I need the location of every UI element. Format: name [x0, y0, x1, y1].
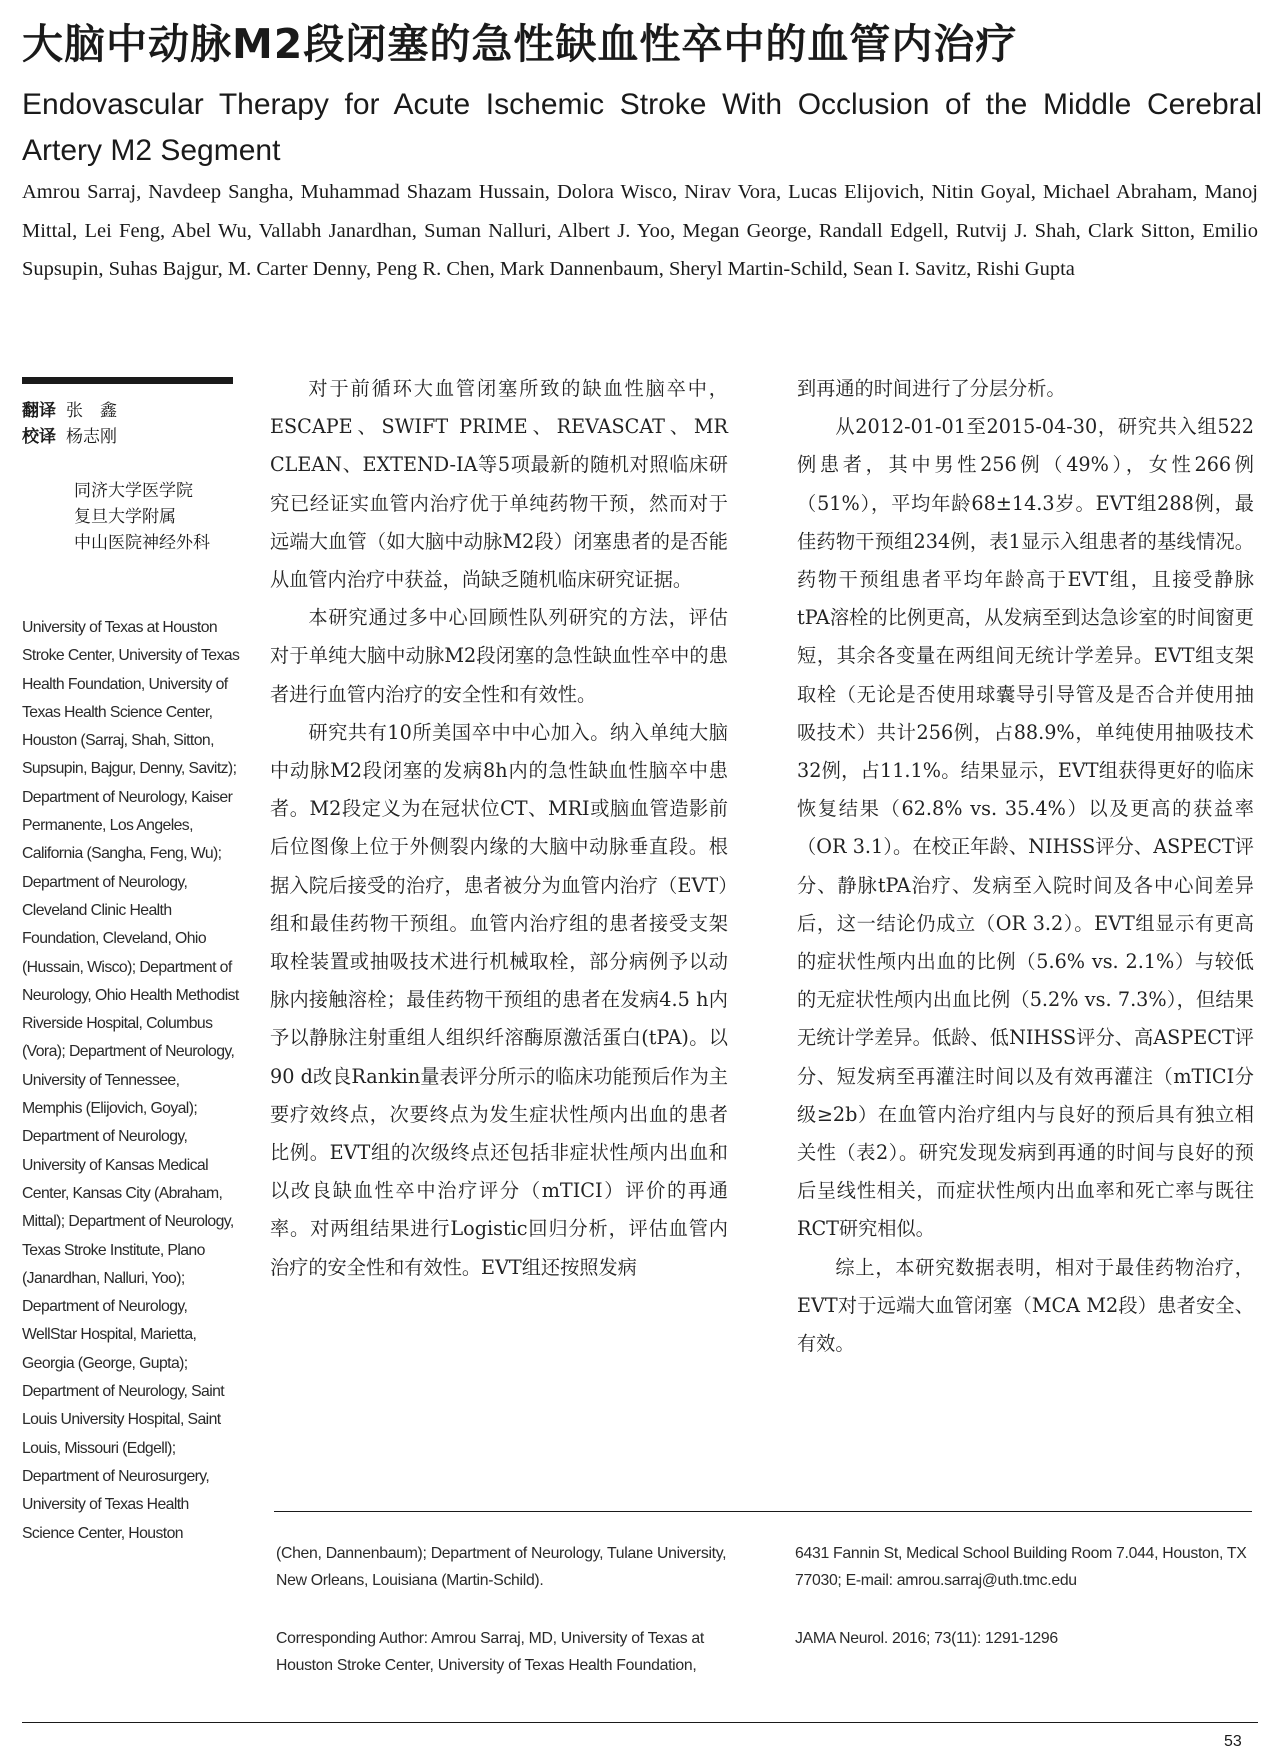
body-paragraph-continued: 到再通的时间进行了分层分析。 [797, 377, 1066, 400]
sidebar-rule [22, 377, 233, 384]
reviewer-row [22, 424, 117, 450]
institution-line: 中山医院神经外科 [74, 533, 210, 553]
institution-line: 同济大学医学院 [74, 481, 193, 501]
translator-name: 张 鑫 [66, 401, 117, 421]
corresponding-author: Corresponding Author: Amrou Sarraj, MD, University of Texas at Houston Stroke Center, University of Texas Health Foundation, [276, 1630, 705, 1674]
page-number: 53 [1224, 1733, 1242, 1750]
journal-citation: JAMA Neurol. 2016; 73(11): 1291-1296 [795, 1630, 1058, 1647]
article-title-en: Endovascular Therapy for Acute Ischemic Stroke With Occlusion of the Middle Cerebral Artery M2 Segment [22, 88, 1262, 167]
author-affiliations: University of Texas at Houston Stroke Center, University of Texas Health Foundation, University of Texas Health Science Center, Houston (Sarraj, Shah, Sitton, Supsupin, Bajgur, Denny, Savitz); Department of Neurology, Kaiser Permanente, Los Angeles, California (Sangha, Feng, Wu); Department of Neurology, Cleveland Clinic Health Foundation, Cleveland, Ohio (Hussain, Wisco); Department of Neurology, Ohio Health Methodist Riverside Hospital, Columbus (Vora); Department of Neurology, University of Tennessee, Memphis (Elijovich, Goyal); Department of Neurology, University of Kansas Medical Center, Kansas City (Abraham, Mittal); Department of Neurology, Texas Stroke Institute, Plano (Janardhan, Nalluri, Yoo); Department of Neurology, WellStar Hospital, Marietta, Georgia (George, Gupta); Department of Neurology, Saint Louis University Hospital, Saint Louis, Missouri (Edgell); Department of Neurosurgery, University of Texas Health Science Center, Houston [22, 619, 240, 1542]
body-paragraph: 从2012-01-01至2015-04-30，研究共入组522例患者，其中男性256例（49%），女性266例（51%），平均年龄68±14.3岁。EVT组288例，最佳药物干预组234例，表1显示入组患者的基线情况。药物干预组患者平均年龄高于EVT组，且接受静脉tPA溶栓的比例更高，从发病至到达急诊室的时间窗更短，其余各变量在两组间无统计学差异。EVT组支架取栓（无论是否使用球囊导引导管及是否合并使用抽吸技术）共计256例，占88.9%，单纯使用抽吸技术32例，占11.1%。结果显示，EVT组获得更好的临床恢复结果（62.8% vs. 35.4%）以及更高的获益率（OR 3.1）。在校正年龄、NIHSS评分、ASPECT评分、静脉tPA治疗、发病至入院时间及各中心间差异后，这一结论仍成立（OR 3.2）。EVT组显示有更高的症状性颅内出血的比例（5.6% vs. 2.1%）与较低的无症状性颅内出血比例（5.2% vs. 7.3%），但结果无统计学差异。低龄、低NIHSS评分、高ASPECT评分、短发病至再灌注时间以及有效再灌注（mTICI分级≥2b）在血管内治疗组内与良好的预后具有独立相关性（表2）。研究发现发病到再通的时间与良好的预后呈线性相关，而症状性颅内出血率和死亡率与既往RCT研究相似。 [797, 415, 1254, 1241]
body-paragraph: 本研究通过多中心回顾性队列研究的方法，评估对于单纯大脑中动脉M2段闭塞的急性缺血性卒中的患者进行血管内治疗的安全性和有效性。 [270, 606, 728, 706]
body-paragraph: 综上，本研究数据表明，相对于最佳药物治疗，EVT对于远端大血管闭塞（MCA M2段）患者安全、有效。 [797, 1255, 1254, 1356]
author-address: 6431 Fannin St, Medical School Building Room 7.044, Houston, TX 77030; E-mail: amrou.sarraj@uth.tmc.edu [795, 1545, 1247, 1589]
body-paragraph: 对于前循环大血管闭塞所致的缺血性脑卒中，ESCAPE、SWIFT PRIME、REVASCAT、MR CLEAN、EXTEND-IA等5项最新的随机对照临床研究已经证实血管内治疗优于单纯药物干预，然而对于远端大血管（如大脑中动脉M2段）闭塞患者的是否能从血管内治疗中获益，尚缺乏随机临床研究证据。 [270, 377, 728, 592]
page-bottom-rule [22, 1722, 1258, 1723]
article-title-zh: 大脑中动脉M2段闭塞的急性缺血性卒中的血管内治疗 [22, 20, 1018, 68]
body-paragraph: 研究共有10所美国卒中中心加入。纳入单纯大脑中动脉M2段闭塞的发病8h内的急性缺血性脑卒中患者。M2段定义为在冠状位CT、MRI或脑血管造影前后位图像上位于外侧裂内缘的大脑中动脉垂直段。根据入院后接受的治疗，患者被分为血管内治疗（EVT）组和最佳药物干预组。血管内治疗组的患者接受支架取栓装置或抽吸技术进行机械取栓，部分病例予以动脉内接触溶栓；最佳药物干预组的患者在发病4.5 h内予以静脉注射重组人组织纤溶酶原激活蛋白(tPA)。以90 d改良Rankin量表评分所示的临床功能预后作为主要疗效终点，次要终点为发生症状性颅内出血的患者比例。EVT组的次级终点还包括非症状性颅内出血和以改良缺血性卒中治疗评分（mTICI）评价的再通率。对两组结果进行Logistic回归分析，评估血管内治疗的安全性和有效性。EVT组还按照发病 [270, 720, 728, 1279]
author-list: Amrou Sarraj, Navdeep Sangha, Muhammad Shazam Hussain, Dolora Wisco, Nirav Vora, Lucas Elijovich, Nitin Goyal, Michael Abraham, Manoj Mittal, Lei Feng, Abel Wu, Vallabh Janardhan, Suman Nalluri, Albert J. Yoo, Megan George, Randall Edgell, Rutvij J. Shah, Clark Sitton, Emilio Supsupin, Suhas Bajgur, M. Carter Denny, Peng R. Chen, Mark Dannenbaum, Sheryl Martin-Schild, Sean I. Savitz, Rishi Gupta [22, 181, 1258, 280]
body-column-middle [270, 370, 728, 1287]
body-column-right [797, 370, 1254, 1363]
institution-line: 复旦大学附属 [74, 507, 176, 527]
footnote-rule [274, 1511, 1252, 1512]
reviewer-name: 杨志刚 [66, 427, 117, 447]
translator-label: 翻译 [22, 401, 56, 421]
reviewer-label: 校译 [22, 427, 56, 447]
translator-credits [22, 398, 117, 450]
translator-row [22, 398, 117, 424]
translator-institution [74, 478, 210, 556]
affiliation-continued: (Chen, Dannenbaum); Department of Neurology, Tulane University, New Orleans, Louisiana (Martin-Schild). [276, 1545, 727, 1589]
